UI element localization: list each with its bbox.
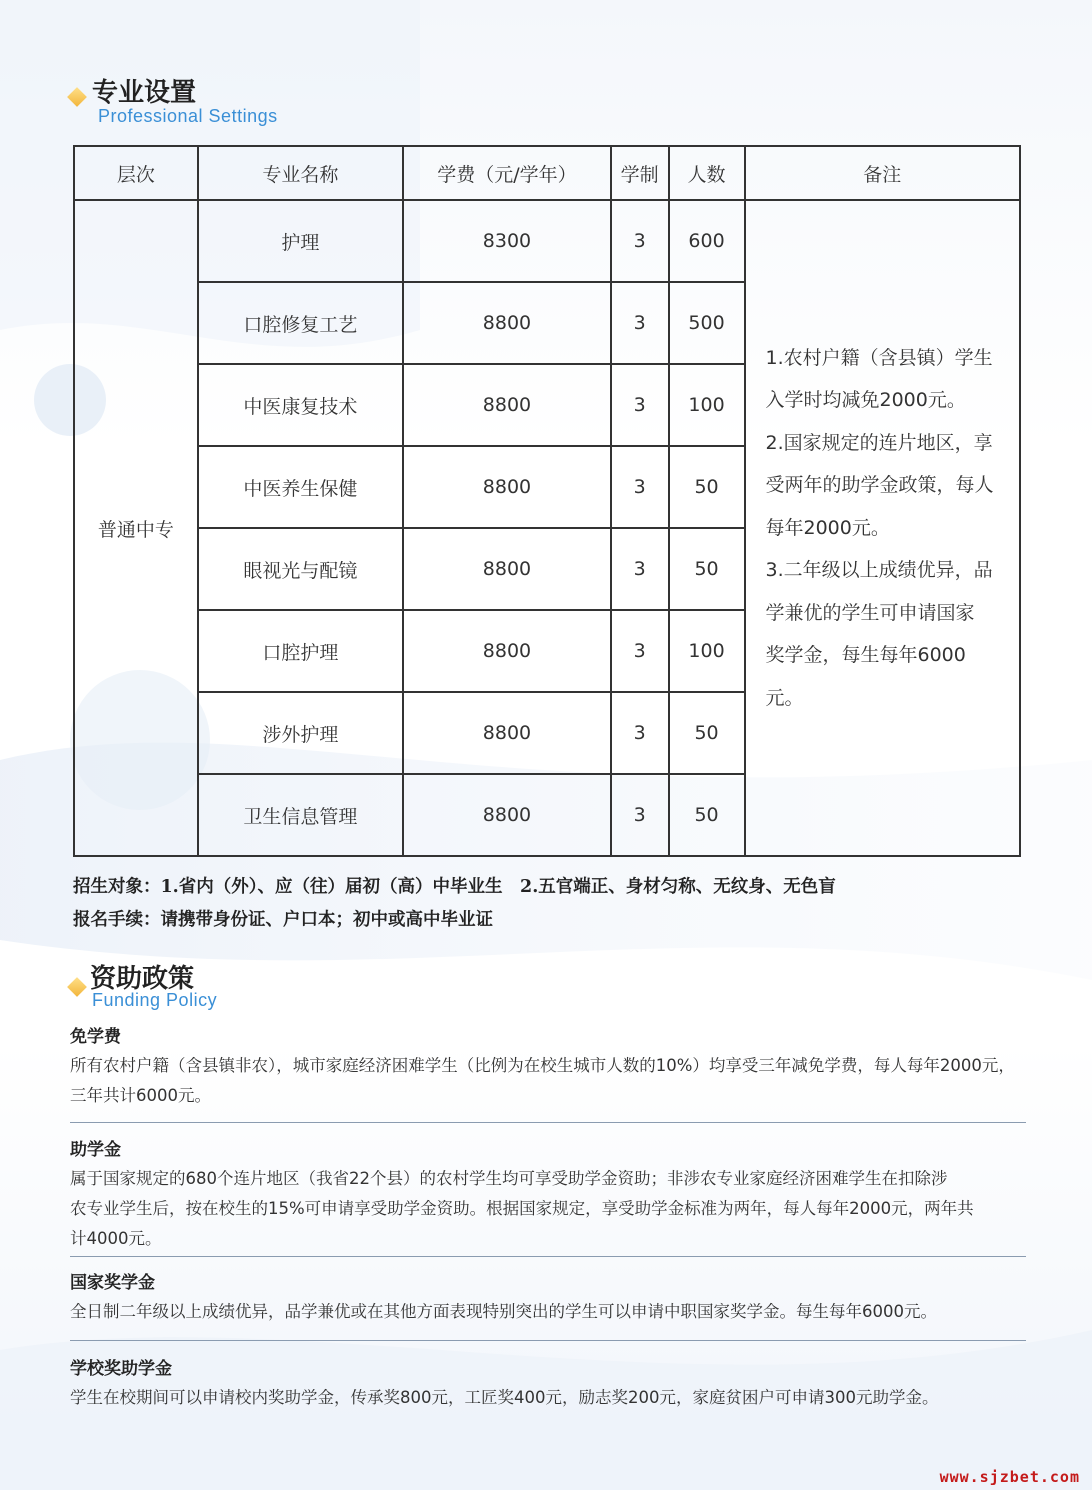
diamond-bullet-icon bbox=[67, 87, 87, 107]
policy-line: 全日制二年级以上成绩优异，品学兼优或在其他方面表现特别突出的学生可以申请中职国家奖学金。每生每年6000元。 bbox=[70, 1302, 937, 1321]
note-line: 1.农村户籍（含县镇）学生 bbox=[765, 346, 993, 369]
years-cell: 3 bbox=[611, 364, 669, 446]
major-name-cell: 卫生信息管理 bbox=[198, 774, 403, 856]
section-title-en: Funding Policy bbox=[92, 990, 218, 1010]
divider bbox=[70, 1256, 1026, 1257]
policy-title: 免学费 bbox=[70, 1027, 121, 1047]
section-title-cn: 专业设置 bbox=[92, 78, 197, 108]
count-cell: 50 bbox=[669, 446, 745, 528]
tuition-cell: 8300 bbox=[403, 200, 611, 282]
years-cell: 3 bbox=[611, 774, 669, 856]
count-cell: 50 bbox=[669, 692, 745, 774]
tuition-cell: 8800 bbox=[403, 774, 611, 856]
policy-tuition-waiver bbox=[70, 1022, 1026, 1111]
count-cell: 50 bbox=[669, 528, 745, 610]
policy-line: 属于国家规定的680个连片地区（我省22个县）的农村学生均可享受助学金资助；非涉农专业家庭经济困难学生在扣除涉 bbox=[70, 1169, 948, 1188]
note-line: 奖学金，每生每年6000元。 bbox=[765, 644, 966, 709]
header-level: 层次 bbox=[74, 146, 198, 200]
major-name-cell: 眼视光与配镜 bbox=[198, 528, 403, 610]
enrollment-target: 招生对象：1.省内（外）、应（往）届初（高）中毕业生 2.五官端正、身材匀称、无纹身、无色盲 bbox=[73, 877, 836, 897]
diamond-bullet-icon bbox=[67, 977, 87, 997]
years-cell: 3 bbox=[611, 282, 669, 364]
years-cell: 3 bbox=[611, 692, 669, 774]
count-cell: 100 bbox=[669, 364, 745, 446]
divider bbox=[70, 1122, 1026, 1123]
tuition-cell: 8800 bbox=[403, 610, 611, 692]
policy-title: 国家奖学金 bbox=[70, 1273, 155, 1293]
policy-title: 助学金 bbox=[70, 1140, 121, 1160]
table-header-row bbox=[74, 146, 1020, 200]
major-name-cell: 口腔护理 bbox=[198, 610, 403, 692]
registration-procedure: 报名手续：请携带身份证、户口本；初中或高中毕业证 bbox=[73, 910, 493, 930]
tuition-cell: 8800 bbox=[403, 364, 611, 446]
years-cell: 3 bbox=[611, 528, 669, 610]
table-row bbox=[74, 200, 1020, 282]
years-cell: 3 bbox=[611, 610, 669, 692]
major-name-cell: 口腔修复工艺 bbox=[198, 282, 403, 364]
policy-school-scholarship bbox=[70, 1354, 1026, 1413]
section-title-en: Professional Settings bbox=[98, 106, 278, 126]
policy-line: 学生在校期间可以申请校内奖助学金，传承奖800元，工匠奖400元，励志奖200元，家庭贫困户可申请300元助学金。 bbox=[70, 1388, 939, 1407]
header-notes: 备注 bbox=[745, 146, 1021, 200]
policy-text bbox=[70, 1051, 1026, 1111]
count-cell: 100 bbox=[669, 610, 745, 692]
major-name-cell: 中医养生保健 bbox=[198, 446, 403, 528]
header-major-name: 专业名称 bbox=[198, 146, 403, 200]
policy-grant bbox=[70, 1135, 1026, 1254]
years-cell: 3 bbox=[611, 446, 669, 528]
note-line: 受两年的助学金政策，每人 bbox=[765, 474, 994, 497]
tuition-cell: 8800 bbox=[403, 446, 611, 528]
divider bbox=[70, 1340, 1026, 1341]
majors-table bbox=[73, 145, 1021, 857]
major-name-cell: 中医康复技术 bbox=[198, 364, 403, 446]
policy-text bbox=[70, 1297, 1026, 1327]
note-line: 3.二年级以上成绩优异，品 bbox=[765, 559, 993, 582]
policy-line: 所有农村户籍（含县镇非农），城市家庭经济困难学生（比例为在校生城市人数的10%）均享受三年减免学费，每人每年2000元， bbox=[70, 1056, 1015, 1075]
policy-title: 学校奖助学金 bbox=[70, 1359, 172, 1379]
major-name-cell: 护理 bbox=[198, 200, 403, 282]
count-cell: 50 bbox=[669, 774, 745, 856]
header-count: 人数 bbox=[669, 146, 745, 200]
policy-national-scholarship bbox=[70, 1268, 1026, 1327]
header-tuition: 学费（元/学年） bbox=[403, 146, 611, 200]
note-line: 学兼优的学生可申请国家 bbox=[765, 601, 975, 624]
notes-cell bbox=[745, 200, 1021, 856]
policy-line: 计4000元。 bbox=[70, 1229, 162, 1248]
policy-line: 三年共计6000元。 bbox=[70, 1086, 211, 1105]
header-years: 学制 bbox=[611, 146, 669, 200]
policy-line: 农专业学生后，按在校生的15%可申请享受助学金资助。根据国家规定，享受助学金标准为两年，每人每年2000元，两年共 bbox=[70, 1199, 974, 1218]
count-cell: 500 bbox=[669, 282, 745, 364]
tuition-cell: 8800 bbox=[403, 692, 611, 774]
note-line: 每年2000元。 bbox=[765, 516, 890, 539]
tuition-cell: 8800 bbox=[403, 282, 611, 364]
years-cell: 3 bbox=[611, 200, 669, 282]
policy-text bbox=[70, 1383, 1026, 1413]
watermark-url: www.sjzbet.com bbox=[939, 1468, 1080, 1486]
level-cell: 普通中专 bbox=[74, 200, 198, 856]
section-title-cn: 资助政策 bbox=[90, 964, 195, 994]
count-cell: 600 bbox=[669, 200, 745, 282]
tuition-cell: 8800 bbox=[403, 528, 611, 610]
note-line: 2.国家规定的连片地区，享 bbox=[765, 431, 993, 454]
note-line: 入学时均减免2000元。 bbox=[765, 389, 966, 412]
policy-text bbox=[70, 1164, 1026, 1254]
major-name-cell: 涉外护理 bbox=[198, 692, 403, 774]
